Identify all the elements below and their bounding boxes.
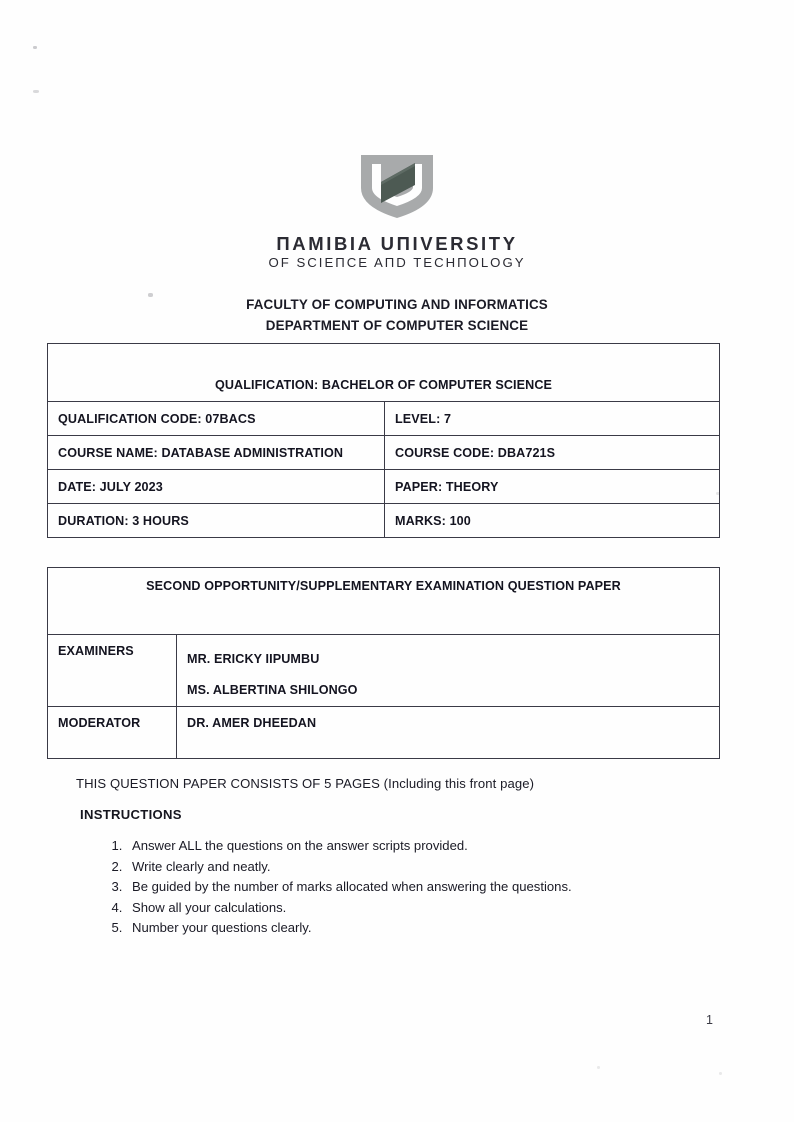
faculty-name: FACULTY OF COMPUTING AND INFORMATICS xyxy=(246,297,548,312)
nust-shield-logo-icon xyxy=(355,152,439,222)
table-row xyxy=(48,504,720,538)
duration: DURATION: 3 HOURS xyxy=(48,504,385,538)
scan-artifact xyxy=(33,90,39,93)
page-count-note: THIS QUESTION PAPER CONSISTS OF 5 PAGES (Including this front page) xyxy=(76,776,535,791)
examiners-table xyxy=(47,567,720,759)
scan-artifact xyxy=(597,1066,600,1069)
qualification-table xyxy=(47,343,720,538)
department-name: DEPARTMENT OF COMPUTER SCIENCE xyxy=(265,318,529,333)
table-row xyxy=(48,402,720,436)
university-wordmark xyxy=(269,234,526,271)
faculty-heading xyxy=(0,294,794,336)
qualification-title: QUALIFICATION: BACHELOR OF COMPUTER SCIENCE xyxy=(48,344,720,402)
page-number: 1 xyxy=(706,1013,713,1027)
examiners-label: EXAMINERS xyxy=(48,635,177,707)
paper-type: PAPER: THEORY xyxy=(385,470,720,504)
list-item: 2. Write clearly and neatly. xyxy=(126,857,572,878)
table-row xyxy=(48,470,720,504)
list-item: 5. Number your questions clearly. xyxy=(126,918,572,939)
qualification-code: QUALIFICATION CODE: 07BACS xyxy=(48,402,385,436)
examiners-names xyxy=(177,635,720,707)
list-item: 3. Be guided by the number of marks allocated when answering the questions. xyxy=(126,877,572,898)
wordmark-line-1: ПAMIBIA UПIVERSITY xyxy=(276,233,518,254)
exam-date: DATE: JULY 2023 xyxy=(48,470,385,504)
table-row xyxy=(48,707,720,759)
moderator-label: MODERATOR xyxy=(48,707,177,759)
table-row xyxy=(48,635,720,707)
table-row xyxy=(48,436,720,470)
instructions-heading: INSTRUCTIONS xyxy=(80,807,182,822)
course-name: COURSE NAME: DATABASE ADMINISTRATION xyxy=(48,436,385,470)
instructions-list xyxy=(86,836,572,939)
course-code: COURSE CODE: DBA721S xyxy=(385,436,720,470)
exam-paper-title: SECOND OPPORTUNITY/SUPPLEMENTARY EXAMINATION QUESTION PAPER xyxy=(48,568,720,635)
table-row xyxy=(48,344,720,402)
scan-artifact xyxy=(719,1072,722,1075)
examiner-name-1: MR. ERICKY IIPUMBU xyxy=(187,652,320,666)
marks: MARKS: 100 xyxy=(385,504,720,538)
wordmark-line-2: OF SCIEПCE AПD TECHПOLOGY xyxy=(268,255,526,271)
level: LEVEL: 7 xyxy=(385,402,720,436)
table-row xyxy=(48,568,720,635)
list-item: 1. Answer ALL the questions on the answer scripts provided. xyxy=(126,836,572,857)
scan-artifact xyxy=(33,46,37,49)
examiner-name-2: MS. ALBERTINA SHILONGO xyxy=(187,683,358,697)
university-logo xyxy=(0,152,794,271)
list-item: 4. Show all your calculations. xyxy=(126,898,572,919)
moderator-name: DR. AMER DHEEDAN xyxy=(177,707,720,759)
